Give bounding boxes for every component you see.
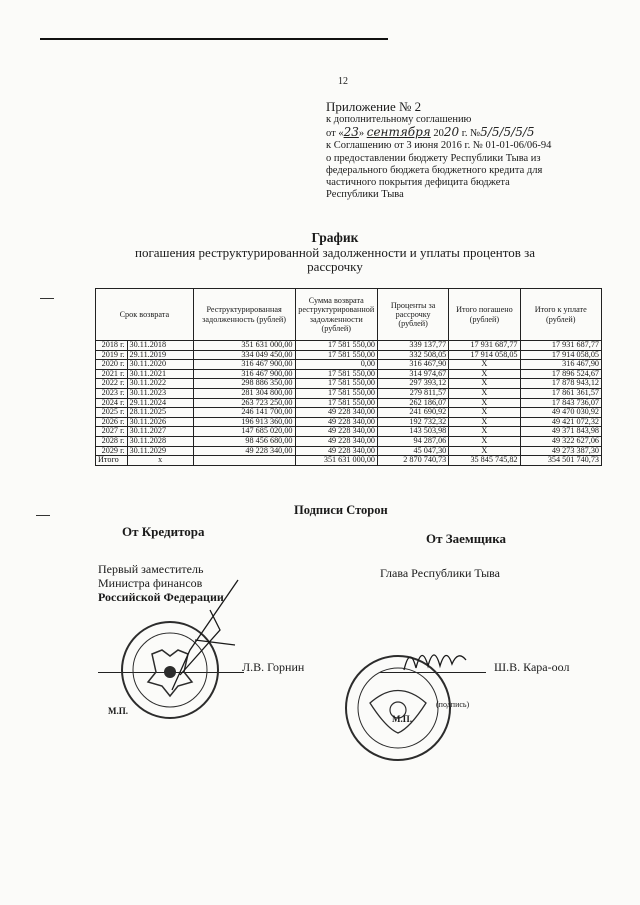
- cell-year: 2022 г.: [96, 379, 128, 389]
- creditor-name: Л.В. Горнин: [242, 660, 305, 674]
- cell-date: 30.11.2018: [127, 341, 193, 351]
- table-header-row: [96, 289, 602, 341]
- cell-ret: 49 228 340,00: [295, 436, 378, 446]
- appendix-date-line: [326, 126, 626, 140]
- schedule-subtitle: рассрочку: [307, 259, 363, 274]
- cell-ret: 17 581 550,00: [295, 350, 378, 360]
- cell-pct: 314 974,67: [378, 369, 449, 379]
- table-row: [96, 388, 602, 398]
- cell-debt: 281 304 800,00: [193, 388, 295, 398]
- appendix-line: к дополнительному соглашению: [326, 114, 472, 125]
- cell-year: 2027 г.: [96, 427, 128, 437]
- cell-year: 2020 г.: [96, 360, 128, 370]
- cell-year: 2028 г.: [96, 436, 128, 446]
- borrower-signature: [400, 640, 480, 680]
- margin-mark: [36, 515, 50, 516]
- cell-year: 2023 г.: [96, 388, 128, 398]
- schedule-subtitle: погашения реструктурированной задолженности и уплаты процентов за: [135, 244, 535, 260]
- appendix-line: Республики Тыва: [326, 189, 404, 201]
- cell-ret: 49 228 340,00: [295, 446, 378, 456]
- cell-pct: 241 690,92: [378, 408, 449, 418]
- cell-pct: 339 137,77: [378, 341, 449, 351]
- cell-debt: 351 631 000,00: [193, 341, 295, 351]
- appendix-line: о предоставлении бюджету Республики Тыва из: [326, 152, 541, 164]
- appendix-line: частичного покрытия дефицита бюджета: [326, 177, 510, 189]
- signatures-heading: Подписи Сторон: [294, 503, 388, 517]
- cell-pay: 17 931 687,77: [520, 341, 601, 351]
- cell-repaid: X: [449, 360, 520, 370]
- borrower-position: Глава Республики Тыва: [380, 566, 501, 580]
- cell-pct: 192 732,32: [378, 417, 449, 427]
- creditor-party: От Кредитора: [122, 524, 205, 539]
- total-return: 351 631 000,00: [295, 456, 378, 466]
- cell-year: 2019 г.: [96, 350, 128, 360]
- cell-pay: 49 421 072,32: [520, 417, 601, 427]
- repayment-schedule-table: [95, 288, 602, 466]
- table-row: [96, 436, 602, 446]
- cell-pct: 297 393,12: [378, 379, 449, 389]
- cell-pay: 49 322 627,06: [520, 436, 601, 446]
- cell-pct: 45 047,30: [378, 446, 449, 456]
- cell-pct: 143 503,98: [378, 427, 449, 437]
- cell-repaid: X: [449, 436, 520, 446]
- cell-debt: 316 467 900,00: [193, 360, 295, 370]
- creditor-position-line: Первый заместитель: [98, 562, 204, 576]
- cell-date: 30.11.2026: [127, 417, 193, 427]
- signature-caption: (подпись): [436, 700, 470, 709]
- cell-ret: 17 581 550,00: [295, 369, 378, 379]
- date-day: 23: [343, 125, 359, 140]
- cell-pay: 17 914 058,05: [520, 350, 601, 360]
- cell-year: 2029 г.: [96, 446, 128, 456]
- table-row: [96, 427, 602, 437]
- cell-repaid: X: [449, 408, 520, 418]
- schedule-title: [110, 231, 560, 275]
- appendix-line: к Соглашению от 3 июня 2016 г. № 01-01-06/06-94: [326, 140, 552, 152]
- cell-repaid: X: [449, 379, 520, 389]
- borrower-name: Ш.В. Кара-оол: [494, 660, 570, 674]
- cell-date: 29.11.2024: [127, 398, 193, 408]
- cell-repaid: X: [449, 388, 520, 398]
- cell-repaid: X: [449, 398, 520, 408]
- cell-pay: 316 467,90: [520, 360, 601, 370]
- cell-year: 2025 г.: [96, 408, 128, 418]
- cell-ret: 17 581 550,00: [295, 388, 378, 398]
- cell-pay: 17 843 736,07: [520, 398, 601, 408]
- cell-debt: 298 886 350,00: [193, 379, 295, 389]
- cell-pct: 279 811,57: [378, 388, 449, 398]
- cell-date: 30.11.2022: [127, 379, 193, 389]
- cell-year: 2018 г.: [96, 341, 128, 351]
- cell-repaid: X: [449, 369, 520, 379]
- cell-pay: 17 878 943,12: [520, 379, 601, 389]
- top-rule: [40, 38, 388, 40]
- cell-repaid: 17 914 058,05: [449, 350, 520, 360]
- cell-debt: 49 228 340,00: [193, 446, 295, 456]
- cell-year: 2021 г.: [96, 369, 128, 379]
- cell-ret: 49 228 340,00: [295, 427, 378, 437]
- table-row: [96, 408, 602, 418]
- cell-debt: 316 467 900,00: [193, 369, 295, 379]
- cell-debt: 263 723 250,00: [193, 398, 295, 408]
- cell-repaid: X: [449, 417, 520, 427]
- cell-pct: 94 287,06: [378, 436, 449, 446]
- date-month: сентября: [366, 125, 431, 140]
- schedule-heading: График: [311, 230, 359, 245]
- cell-debt: 147 685 020,00: [193, 427, 295, 437]
- col-header-term: Срок возврата: [96, 289, 194, 341]
- total-label: Итого: [96, 456, 128, 466]
- cell-repaid: X: [449, 427, 520, 437]
- cell-year: 2026 г.: [96, 417, 128, 427]
- cell-pct: 316 467,90: [378, 360, 449, 370]
- date-year-pre: 20: [430, 128, 444, 140]
- borrower-mp: М.П.: [392, 714, 412, 724]
- col-header-interest: Проценты за рассрочку (рублей): [378, 289, 449, 341]
- cell-date: 30.11.2029: [127, 446, 193, 456]
- date-year: 20: [443, 125, 460, 140]
- col-header-repaid: Итого погашено (рублей): [449, 289, 520, 341]
- doc-number: 5/5/5/5/5: [480, 125, 535, 140]
- date-mid: »: [358, 128, 367, 140]
- total-mark: х: [127, 456, 193, 466]
- page-number: 12: [338, 76, 348, 87]
- cell-date: 29.11.2019: [127, 350, 193, 360]
- cell-date: 30.11.2027: [127, 427, 193, 437]
- col-header-restructured: Реструктурированная задолженность (рублей): [193, 289, 295, 341]
- cell-ret: 17 581 550,00: [295, 341, 378, 351]
- cell-repaid: X: [449, 446, 520, 456]
- table-total-row: [96, 456, 602, 466]
- cell-ret: 49 228 340,00: [295, 417, 378, 427]
- total-repaid: 35 845 745,82: [449, 456, 520, 466]
- margin-mark: [40, 298, 54, 299]
- cell-ret: 17 581 550,00: [295, 379, 378, 389]
- creditor-position-line: Министра финансов: [98, 576, 203, 590]
- cell-date: 30.11.2020: [127, 360, 193, 370]
- cell-debt: 334 049 450,00: [193, 350, 295, 360]
- col-header-to-pay: Итого к уплате (рублей): [520, 289, 601, 341]
- cell-pay: 49 273 387,30: [520, 446, 601, 456]
- cell-debt: 98 456 680,00: [193, 436, 295, 446]
- cell-ret: 49 228 340,00: [295, 408, 378, 418]
- borrower-party: От Заемщика: [426, 531, 506, 546]
- cell-pay: 17 861 361,57: [520, 388, 601, 398]
- creditor-signature: [150, 570, 250, 710]
- creditor-position-line: Российской Федерации: [98, 590, 224, 604]
- cell-ret: 17 581 550,00: [295, 398, 378, 408]
- cell-pay: 49 470 030,92: [520, 408, 601, 418]
- cell-date: 30.11.2028: [127, 436, 193, 446]
- total-to-pay: 354 501 740,73: [520, 456, 601, 466]
- cell-date: 30.11.2023: [127, 388, 193, 398]
- cell-debt: 246 141 700,00: [193, 408, 295, 418]
- cell-pay: 49 371 843,98: [520, 427, 601, 437]
- appendix-line: федерального бюджета бюджетного кредита для: [326, 164, 543, 176]
- table-row: [96, 360, 602, 370]
- date-suffix: г. №: [459, 128, 481, 140]
- appendix-block: [326, 99, 626, 201]
- cell-ret: 0,00: [295, 360, 378, 370]
- cell-pct: 332 508,05: [378, 350, 449, 360]
- total-debt: [193, 456, 295, 466]
- creditor-mp: М.П.: [108, 706, 128, 716]
- cell-date: 28.11.2025: [127, 408, 193, 418]
- cell-date: 30.11.2021: [127, 369, 193, 379]
- cell-year: 2024 г.: [96, 398, 128, 408]
- table-row: [96, 350, 602, 360]
- cell-repaid: 17 931 687,77: [449, 341, 520, 351]
- date-prefix: от «: [326, 128, 344, 140]
- cell-debt: 196 913 360,00: [193, 417, 295, 427]
- total-interest: 2 870 740,73: [378, 456, 449, 466]
- appendix-title: Приложение № 2: [326, 99, 422, 114]
- cell-pct: 262 186,07: [378, 398, 449, 408]
- table-row: [96, 341, 602, 351]
- cell-pay: 17 896 524,67: [520, 369, 601, 379]
- col-header-return-sum: Сумма возврата реструктурированной задолженности (рублей): [295, 289, 378, 341]
